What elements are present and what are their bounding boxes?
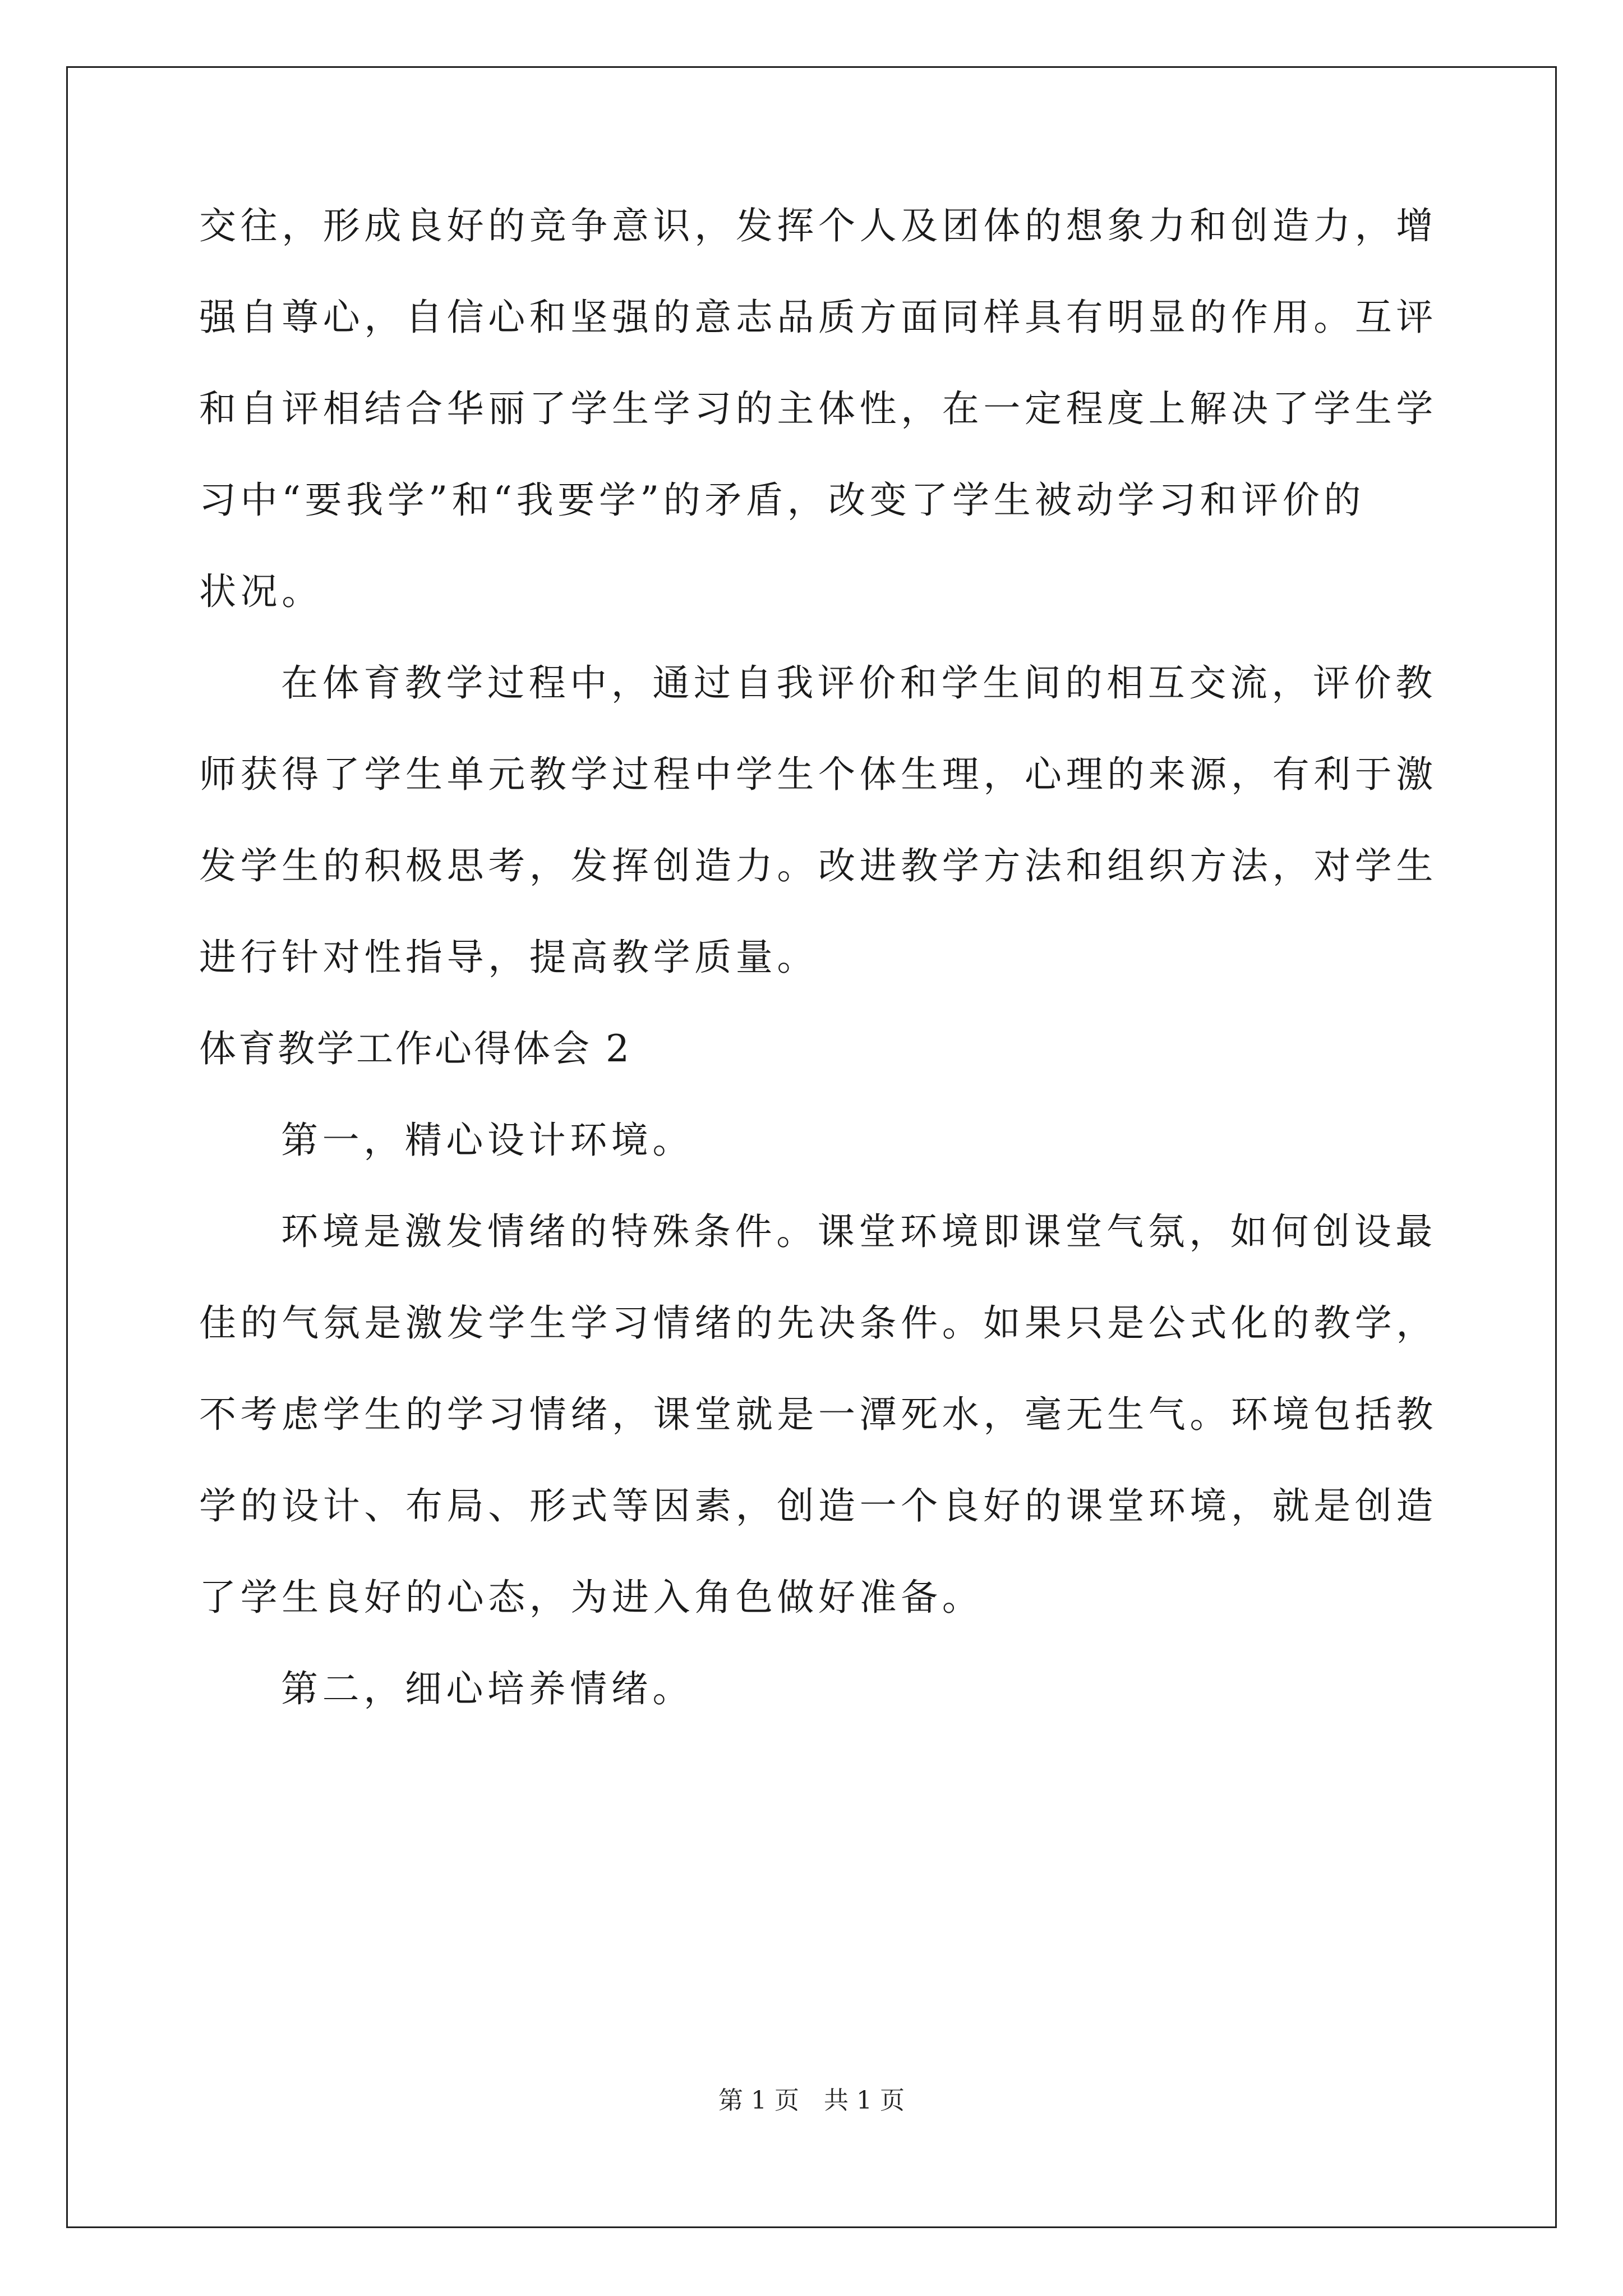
text-line: 发学生的积极思考，发挥创造力。改进教学方法和组织方法，对学生 bbox=[199, 844, 1437, 887]
text-line: 进行针对性指导，提高教学质量。 bbox=[199, 936, 818, 979]
text-line: 了学生良好的心态，为进入角色做好准备。 bbox=[199, 1576, 984, 1619]
text-line: 师获得了学生单元教学过程中学生个体生理，心理的来源，有利于激 bbox=[199, 753, 1437, 796]
text-line: 佳的气氛是激发学生学习情绪的先决条件。如果只是公式化的教学， bbox=[199, 1301, 1437, 1345]
text-line: 学的设计、布局、形式等因素，创造一个良好的课堂环境，就是创造 bbox=[199, 1484, 1437, 1527]
document-body bbox=[199, 204, 1437, 1762]
page-number-footer: 第 1 页 共 1 页 bbox=[718, 2086, 905, 2115]
section-heading: 体育教学工作心得体会 2 bbox=[199, 1027, 631, 1070]
text-line: 强自尊心，自信心和坚强的意志品质方面同样具有明显的作用。互评 bbox=[199, 296, 1437, 339]
text-line: 状况。 bbox=[199, 570, 323, 613]
text-line: 交往，形成良好的竞争意识，发挥个人及团体的想象力和创造力，增 bbox=[199, 204, 1437, 247]
paragraph-start-line: 在体育教学过程中，通过自我评价和学生间的相互交流，评价教 bbox=[281, 661, 1437, 705]
paragraph-start-line: 第一，精心设计环境。 bbox=[281, 1119, 694, 1162]
paragraph-start-line: 第二，细心培养情绪。 bbox=[281, 1667, 694, 1710]
text-line: 习中“要我学”和“我要学”的矛盾，改变了学生被动学习和评价的 bbox=[199, 478, 1365, 522]
text-line: 和自评相结合华丽了学生学习的主体性，在一定程度上解决了学生学 bbox=[199, 387, 1437, 430]
paragraph-start-line: 环境是激发情绪的特殊条件。课堂环境即课堂气氛，如何创设最 bbox=[281, 1210, 1437, 1253]
text-line: 不考虑学生的学习情绪，课堂就是一潭死水，毫无生气。环境包括教 bbox=[199, 1393, 1437, 1436]
